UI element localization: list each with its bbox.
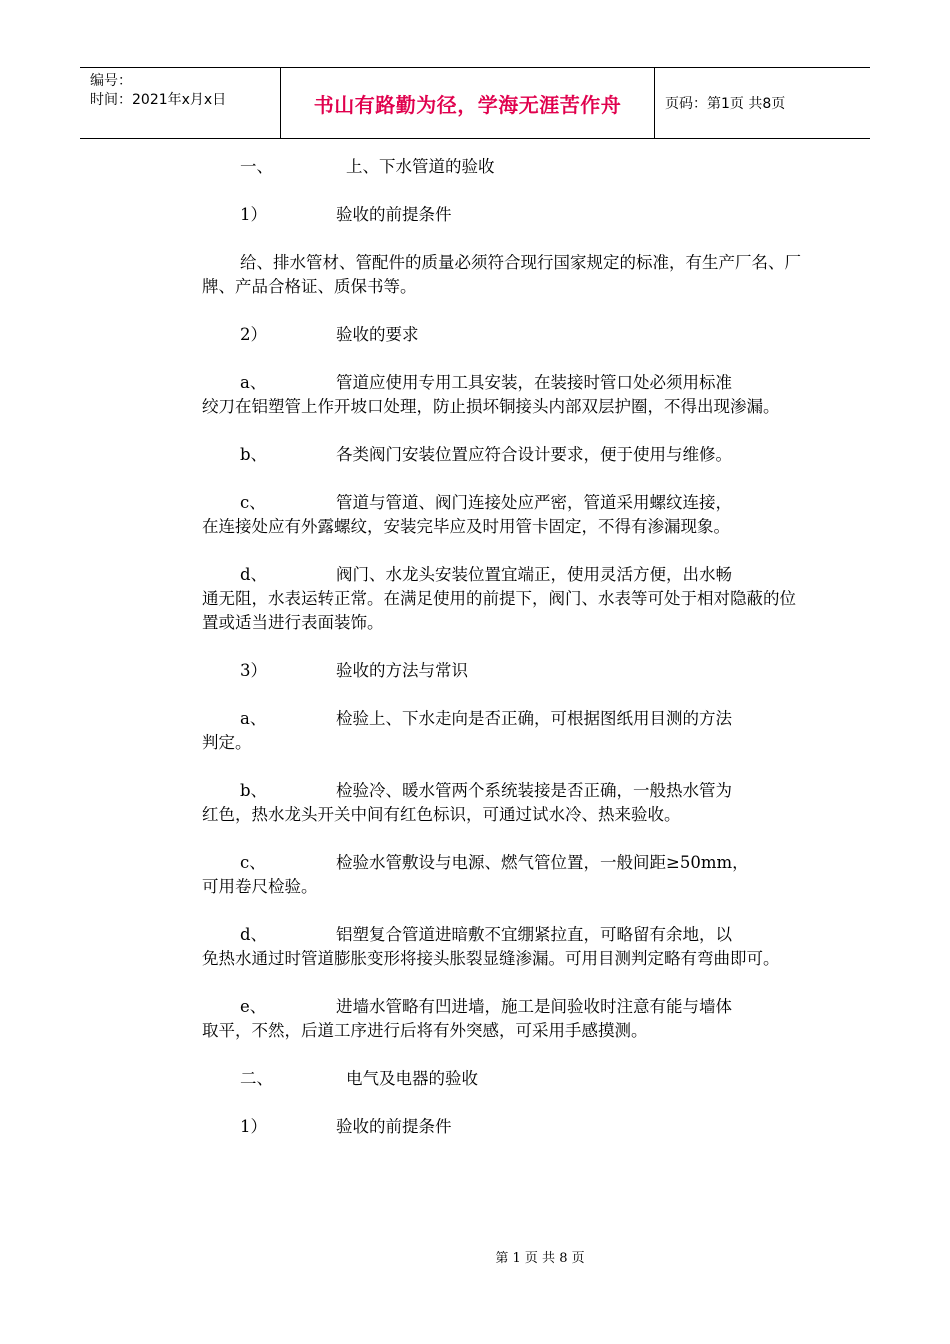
list-text-continuation: 绞刀在铝塑管上作开坡口处理，防止损坏铜接头内部双层护圈，不得出现渗漏。 — [202, 397, 780, 416]
list-item — [202, 371, 807, 419]
subsection-marker: 2） — [240, 325, 267, 344]
list-marker: b、 — [240, 781, 268, 800]
subsection-heading — [202, 659, 807, 683]
list-text-continuation: 免热水通过时管道膨胀变形将接头胀裂显缝渗漏。可用目测判定略有弯曲即可。 — [202, 949, 780, 968]
list-text-first-line: 检验冷、暖水管两个系统装接是否正确，一般热水管为 — [336, 781, 732, 800]
subsection-heading — [202, 323, 807, 347]
list-text-first-line: 阀门、水龙头安装位置宜端正，使用灵活方便，出水畅 — [336, 565, 732, 584]
page-footer — [0, 1247, 950, 1266]
list-item — [202, 707, 807, 755]
list-text-continuation: 取平，不然，后道工序进行后将有外突感，可采用手感摸测。 — [202, 1021, 648, 1040]
list-item — [202, 995, 807, 1043]
list-item — [202, 563, 807, 635]
list-item — [202, 443, 807, 467]
list-item — [202, 491, 807, 539]
header-page-cell — [655, 68, 870, 138]
page-header — [80, 67, 870, 139]
list-marker: d、 — [240, 925, 268, 944]
subsection-title: 验收的前提条件 — [336, 205, 452, 224]
list-text-continuation: 可用卷尺检验。 — [202, 877, 318, 896]
header-motto-cell — [281, 68, 655, 138]
document-body — [202, 155, 807, 1163]
section-heading — [202, 155, 807, 179]
list-marker: d、 — [240, 565, 268, 584]
list-item — [202, 851, 807, 899]
header-motto: 书山有路勤为径，学海无涯苦作舟 — [313, 92, 622, 117]
section-heading — [202, 1067, 807, 1091]
header-meta — [80, 68, 281, 138]
list-text-first-line: 管道应使用专用工具安装，在装接时管口处必须用标准 — [336, 373, 732, 392]
subsection-title: 验收的要求 — [336, 325, 419, 344]
list-marker: a、 — [240, 373, 267, 392]
header-page-label: 页码：第1页 共8页 — [665, 96, 786, 112]
section-marker: 一、 — [240, 157, 273, 176]
list-text-continuation: 判定。 — [202, 733, 252, 752]
list-marker: a、 — [240, 709, 267, 728]
list-text-first-line: 检验上、下水走向是否正确，可根据图纸用目测的方法 — [336, 709, 732, 728]
list-text-first-line: 检验水管敷设与电源、燃气管位置，一般间距≥50mm， — [336, 853, 749, 872]
list-text-continuation: 红色，热水龙头开关中间有红色标识，可通过试水冷、热来验收。 — [202, 805, 681, 824]
list-text-continuation: 在连接处应有外露螺纹，安装完毕应及时用管卡固定，不得有渗漏现象。 — [202, 517, 730, 536]
list-item — [202, 779, 807, 827]
subsection-heading — [202, 203, 807, 227]
section-title: 电气及电器的验收 — [346, 1069, 478, 1088]
list-text-first-line: 铝塑复合管道进暗敷不宜绷紧拉直，可略留有余地，以 — [336, 925, 732, 944]
document-time-label: 时间：2021年x月x日 — [90, 92, 227, 108]
list-marker: b、 — [240, 445, 268, 464]
subsection-marker: 1） — [240, 205, 267, 224]
list-text-continuation: 通无阻，水表运转正常。在满足使用的前提下，阀门、水表等可处于相对隐蔽的位置或适当进行表面装饰。 — [202, 589, 796, 632]
section-title: 上、下水管道的验收 — [346, 157, 495, 176]
list-item — [202, 923, 807, 971]
list-text-first-line: 进墙水管略有凹进墙，施工是间验收时注意有能与墙体 — [336, 997, 732, 1016]
subsection-marker: 1） — [240, 1117, 267, 1136]
footer-page-number: 第 1 页 共 8 页 — [495, 1251, 585, 1266]
subsection-marker: 3） — [240, 661, 267, 680]
subsection-title: 验收的方法与常识 — [336, 661, 468, 680]
subsection-title: 验收的前提条件 — [336, 1117, 452, 1136]
list-marker: e、 — [240, 997, 267, 1016]
list-text-first-line: 管道与管道、阀门连接处应严密，管道采用螺纹连接， — [336, 493, 732, 512]
list-text-first-line: 各类阀门安装位置应符合设计要求，便于使用与维修。 — [336, 445, 732, 464]
list-marker: c、 — [240, 493, 266, 512]
subsection-heading — [202, 1115, 807, 1139]
document-number-label: 编号： — [90, 73, 132, 89]
list-marker: c、 — [240, 853, 266, 872]
section-marker: 二、 — [240, 1069, 273, 1088]
paragraph: 给、排水管材、管配件的质量必须符合现行国家规定的标准，有生产厂名、厂牌、产品合格证、质保书等。 — [202, 253, 801, 296]
